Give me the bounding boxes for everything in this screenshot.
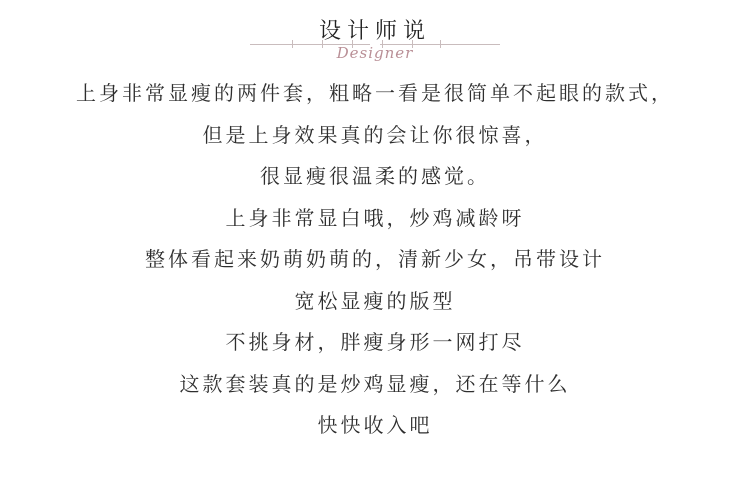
description-text xyxy=(0,79,750,453)
description-line: 不挑身材，胖瘦身形一网打尽 xyxy=(225,330,525,354)
description-line: 宽松显瘦的版型 xyxy=(294,288,456,313)
description-line: 上身非常显白哦，炒鸡减龄呀 xyxy=(225,205,525,230)
designer-script-label: Designer xyxy=(336,44,414,62)
description-line: 这款套装真的是炒鸡显瘦，还在等什么 xyxy=(179,371,571,396)
section-title: 设计师说 xyxy=(318,19,431,44)
description-line: 但是上身效果真的会让你很惊喜， xyxy=(202,122,548,147)
description-line: 很显瘦很温柔的感觉。 xyxy=(260,164,490,188)
designer-header xyxy=(0,14,750,66)
description-line: 整体看起来奶萌奶萌的，清新少女，吊带设计 xyxy=(145,247,605,271)
description-line: 上身非常显瘦的两件套，粗略一看是很简单不起眼的款式， xyxy=(76,81,674,105)
description-line: 快快收入吧 xyxy=(317,413,433,437)
